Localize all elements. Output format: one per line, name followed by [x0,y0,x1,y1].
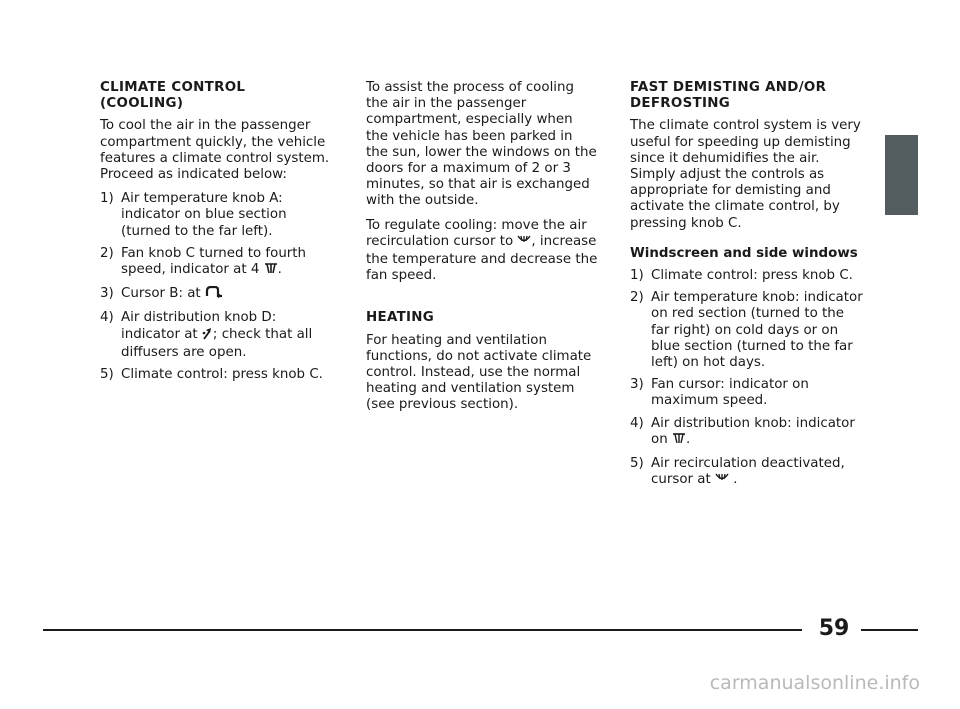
list-item [100,246,336,280]
column-demisting [630,80,866,496]
list-item [100,367,336,383]
list-item [630,416,866,450]
item-text: Climate control: press knob C. [651,268,853,284]
list-item [630,377,866,409]
recirculation-icon [205,286,223,304]
list-item [100,310,336,361]
item-text: Air temperature knob: indicator on red section (turned to the far right) on cold days or on blue section (turned to the far left) on hot days. [651,290,863,371]
paragraph-text-part: To regulate cooling: move the air recirculation cursor to [366,217,587,249]
item-text-part: Air distribution knob: indicator on [651,415,855,447]
paragraph-text-part: , increase the temperature and decrease the fan speed. [366,233,598,284]
list-item [630,456,866,490]
item-text-part: Air distribution knob D: indicator at [121,310,277,342]
item-number: 2) [630,290,644,306]
footer-rule-left [43,629,802,631]
footer-rule-right [861,629,918,631]
subheading-windscreen: Windscreen and side windows [630,245,858,261]
item-text [651,416,866,450]
regulate-cooling-paragraph [366,218,598,285]
item-text-part: Fan knob C turned to fourth speed, indicator at 4 [121,245,307,278]
steps-list [100,191,336,383]
section-heading-demisting [630,80,866,112]
heading-line: CLIMATE CONTROL [100,80,246,95]
column-cooling-heating [366,80,598,422]
item-text [121,310,336,361]
heading-line: DEFROSTING [630,96,731,112]
item-text: Air temperature knob A: indicator on blue section (turned to the far left). [121,191,287,239]
item-number: 5) [100,367,114,383]
cooling-tip-paragraph: To assist the process of cooling the air in the passenger compartment, especially when the vehicle has been parked in the sun, lower the windows on the doors for a maximum of 2 or 3 minutes, so that air is exchanged with the outside. [366,80,597,209]
list-item [630,268,866,284]
item-number: 2) [100,245,114,261]
steps-list [630,268,866,490]
section-heading-climate-control [100,80,336,112]
item-number: 3) [630,377,644,393]
intro-paragraph: To cool the air in the passenger compartment quickly, the vehicle features a climate control system. Proceed as indicated below: [100,118,330,183]
list-item [100,191,336,240]
airflow-to-face-icon [202,327,213,345]
chapter-tab-marker [885,135,918,215]
item-text-part: Air recirculation deactivated, cursor at [651,456,845,488]
heating-paragraph: For heating and ventilation functions, do not activate climate control. Instead, use the normal heating and ventilation system (see previous section). [366,332,592,413]
item-number: 1) [100,191,114,207]
item-text-part: ; check that all diffusers are open. [121,326,313,360]
outside-air-icon [517,235,531,252]
outside-air-icon [715,473,729,490]
item-text: Fan cursor: indicator on maximum speed. [651,377,809,409]
item-number: 4) [630,415,644,431]
item-text-part: . [685,431,691,447]
item-text-part: . [729,472,738,488]
item-text [121,286,336,304]
section-heading-heating: HEATING [366,310,435,326]
item-text-part: Cursor B: at [121,286,205,302]
list-item [100,286,336,304]
list-item [630,290,866,371]
item-text [121,246,336,280]
item-number: 4) [100,310,114,326]
windscreen-defrost-icon [672,432,686,450]
intro-paragraph: The climate control system is very useful for speeding up demisting since it dehumidifies the air. Simply adjust the controls as appropriate for demisting and activate the climate control, by pressing knob C. [630,118,861,231]
item-number: 3) [100,286,114,302]
item-text: Climate control: press knob C. [121,367,323,383]
spacer [366,292,598,310]
fan-icon [264,262,278,280]
item-number: 5) [630,456,644,472]
heading-line: (COOLING) [100,96,184,112]
heading-line: FAST DEMISTING AND/OR [630,80,827,95]
column-climate-cooling [100,80,336,389]
item-number: 1) [630,268,644,284]
item-text-part: . [277,262,282,278]
page-number: 59 [818,616,850,641]
item-text [651,456,866,490]
watermark-text: carmanualsonline.info [709,672,920,694]
